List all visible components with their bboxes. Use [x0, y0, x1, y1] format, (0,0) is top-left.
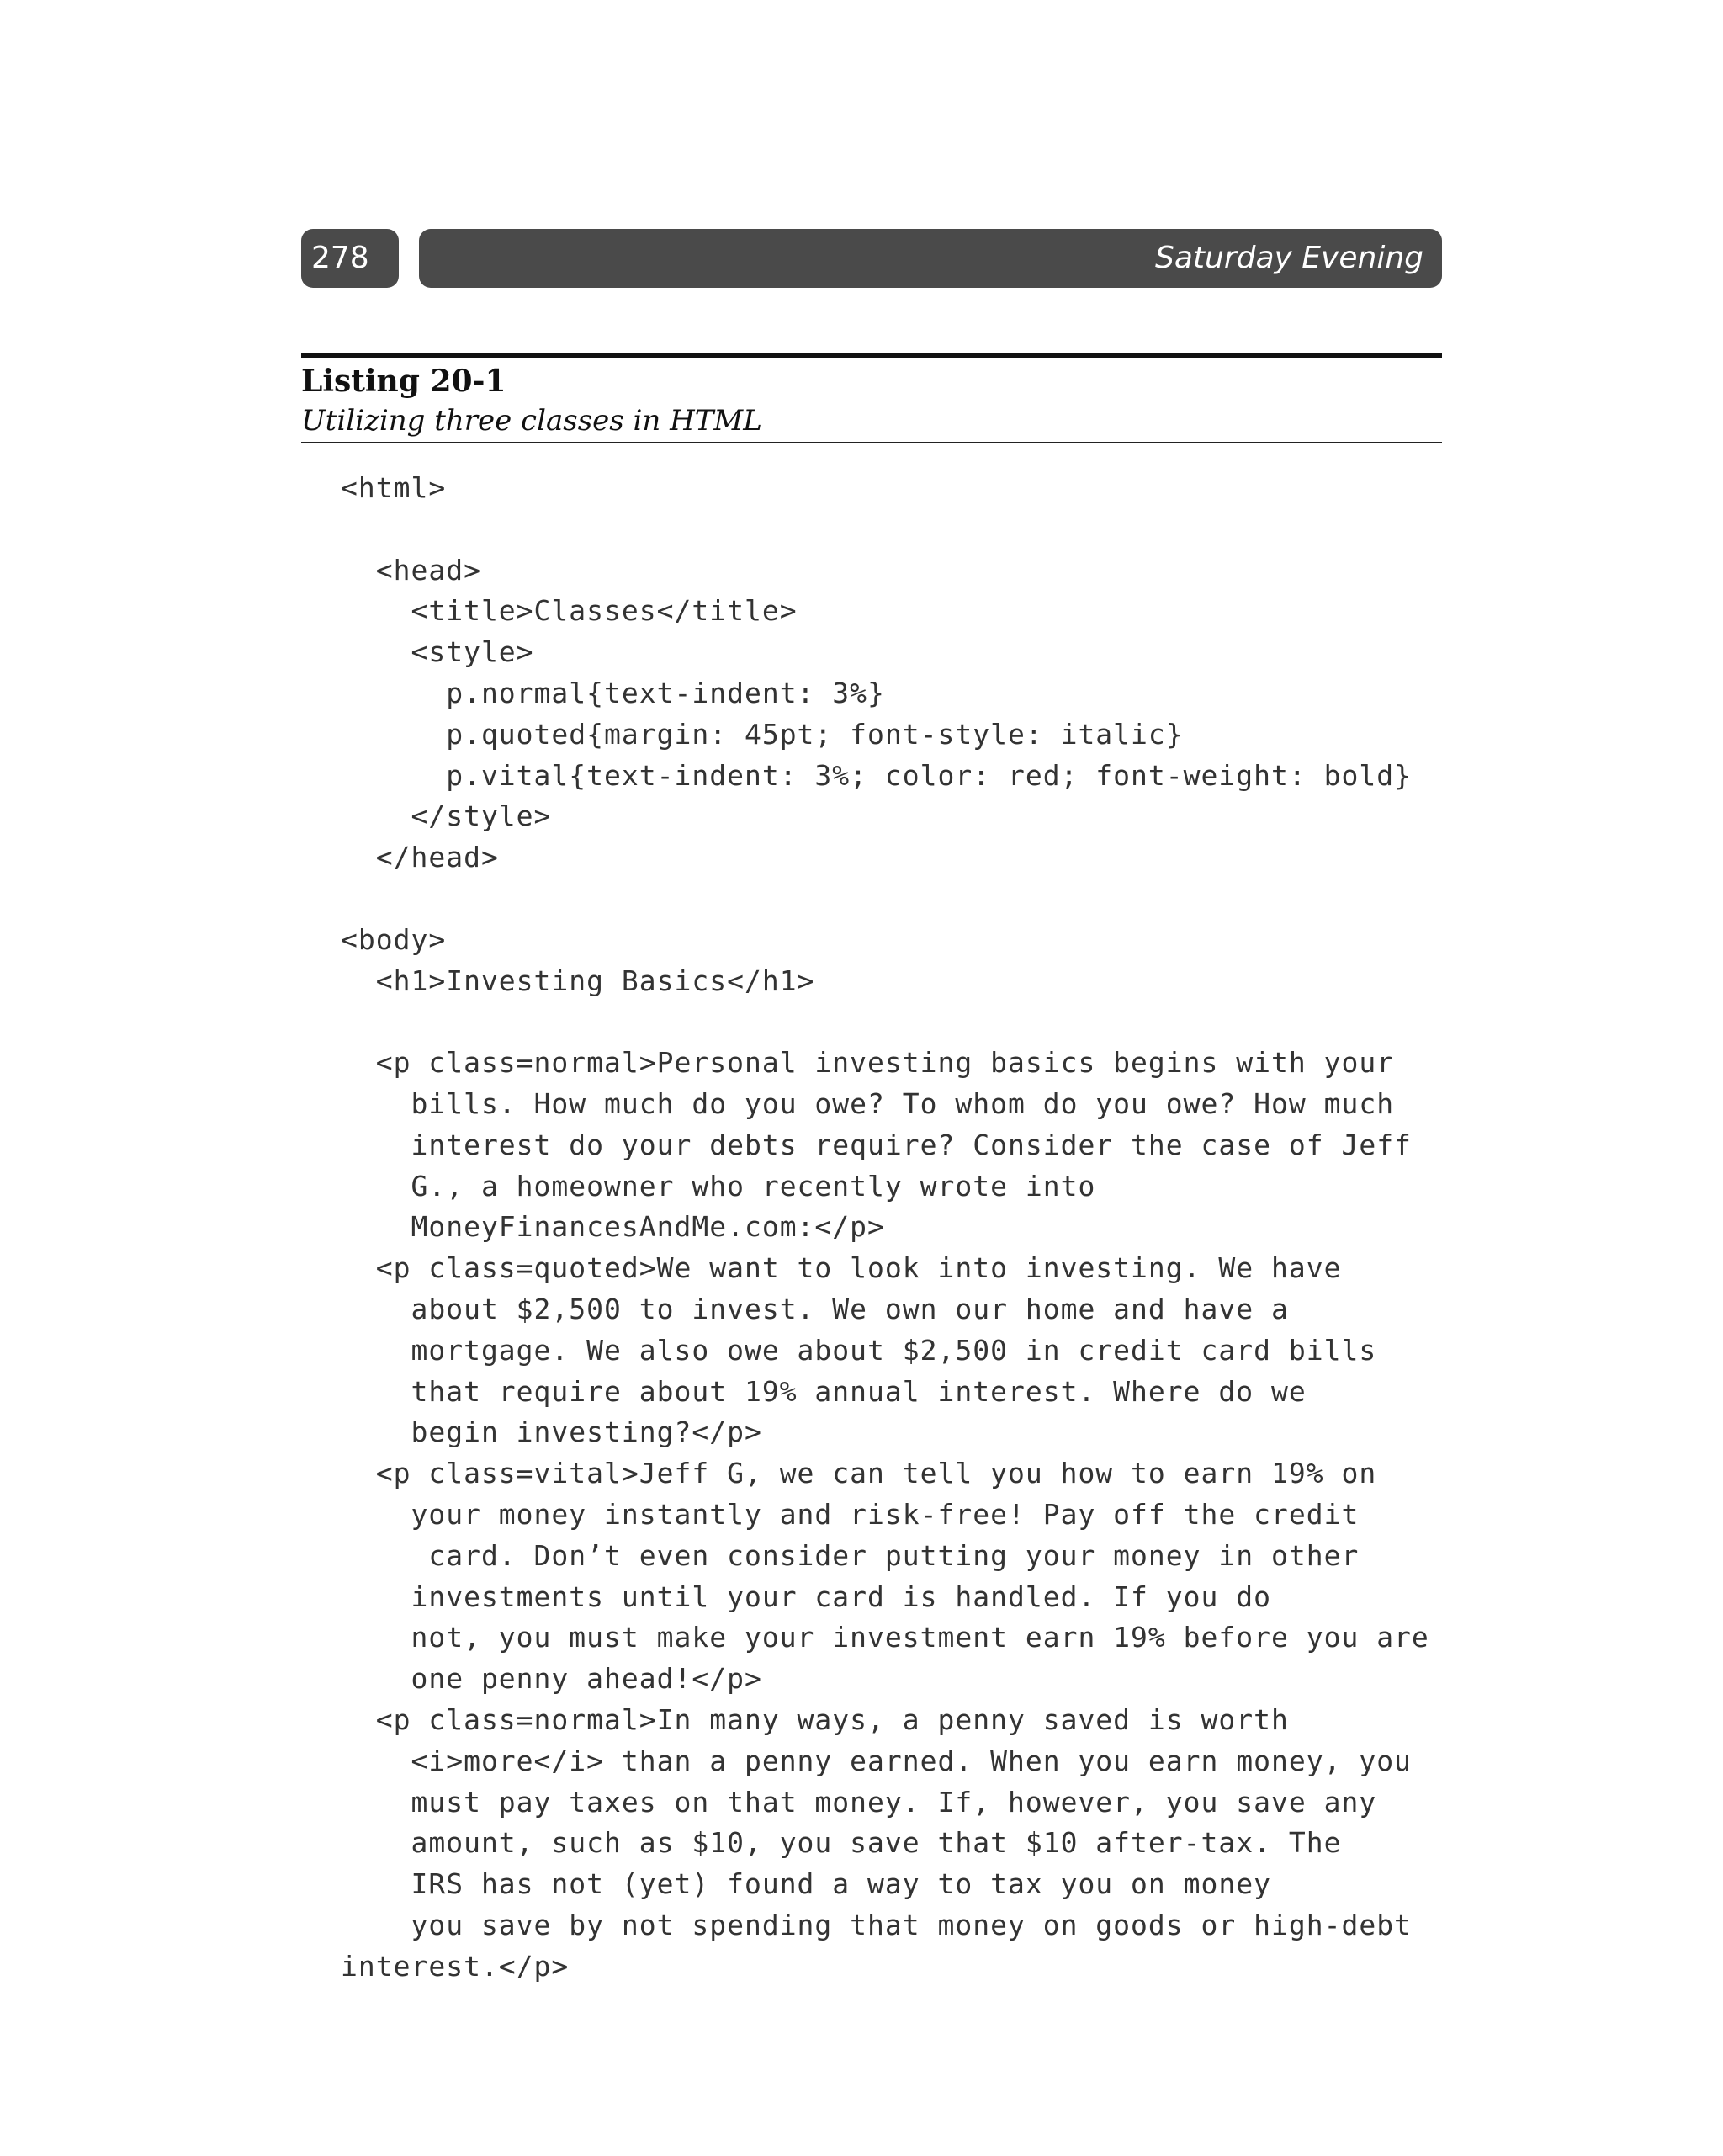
- code-line: card. Don’t even consider putting your money in other: [341, 1538, 1360, 1572]
- code-line: bills. How much do you owe? To whom do you owe? How much: [341, 1086, 1395, 1120]
- code-line: <p class=normal>Personal investing basics begins with your: [341, 1046, 1395, 1080]
- code-line: investments until your card is handled. If you do: [341, 1580, 1271, 1613]
- code-line: G., a homeowner who recently wrote into: [341, 1169, 1096, 1203]
- code-line: p.quoted{margin: 45pt; font-style: italic}: [341, 717, 1184, 751]
- code-line: interest do your debts require? Consider the case of Jeff: [341, 1128, 1412, 1161]
- code-line: about $2,500 to invest. We own our home and have a: [341, 1292, 1289, 1325]
- running-head-title: Saturday Evening: [419, 229, 1442, 288]
- code-line: <p class=vital>Jeff G, we can tell you how to earn 19% on: [341, 1457, 1377, 1490]
- code-line: <title>Classes</title>: [341, 594, 798, 628]
- listing-title: Listing 20-1: [301, 364, 506, 399]
- code-line: <head>: [341, 553, 481, 587]
- running-header: [301, 229, 1442, 288]
- code-line: one penny ahead!</p>: [341, 1662, 762, 1696]
- listing-header: [301, 353, 1442, 443]
- code-line: that require about 19% annual interest. Where do we: [341, 1374, 1307, 1408]
- code-line: p.normal{text-indent: 3%}: [341, 676, 885, 709]
- listing-bottom-rule: [301, 442, 1442, 443]
- code-line: <i>more</i> than a penny earned. When you earn money, you: [341, 1744, 1412, 1777]
- code-line: <body>: [341, 922, 447, 956]
- code-line: [341, 509, 1451, 550]
- code-line: <h1>Investing Basics</h1>: [341, 964, 815, 997]
- code-line: mortgage. We also owe about $2,500 in credit card bills: [341, 1333, 1377, 1367]
- code-line: you save by not spending that money on goods or high-debt: [341, 1908, 1412, 1941]
- code-line: [341, 1001, 1451, 1043]
- code-line: <style>: [341, 635, 534, 669]
- code-line: begin investing?</p>: [341, 1415, 762, 1449]
- code-line: must pay taxes on that money. If, however, you save any: [341, 1785, 1377, 1819]
- code-line: not, you must make your investment earn 19% before you are: [341, 1621, 1429, 1654]
- code-line: amount, such as $10, you save that $10 after-tax. The: [341, 1826, 1342, 1860]
- code-line: <html>: [341, 471, 447, 504]
- listing-caption: Utilizing three classes in HTML: [301, 404, 762, 438]
- code-line: [341, 879, 1451, 920]
- page-number: 278: [301, 229, 399, 288]
- code-line: MoneyFinancesAndMe.com:</p>: [341, 1210, 885, 1244]
- code-line: p.vital{text-indent: 3%; color: red; font-weight: bold}: [341, 758, 1412, 792]
- code-line: IRS has not (yet) found a way to tax you on money: [341, 1867, 1271, 1901]
- code-line: </style>: [341, 799, 552, 833]
- code-listing: [341, 468, 1451, 1987]
- code-line: your money instantly and risk-free! Pay off the credit: [341, 1497, 1360, 1531]
- code-line: <p class=normal>In many ways, a penny saved is worth: [341, 1702, 1289, 1736]
- code-line: </head>: [341, 841, 499, 874]
- listing-top-rule: [301, 353, 1442, 358]
- code-line: interest.</p>: [341, 1949, 570, 1983]
- code-line: <p class=quoted>We want to look into investing. We have: [341, 1251, 1342, 1285]
